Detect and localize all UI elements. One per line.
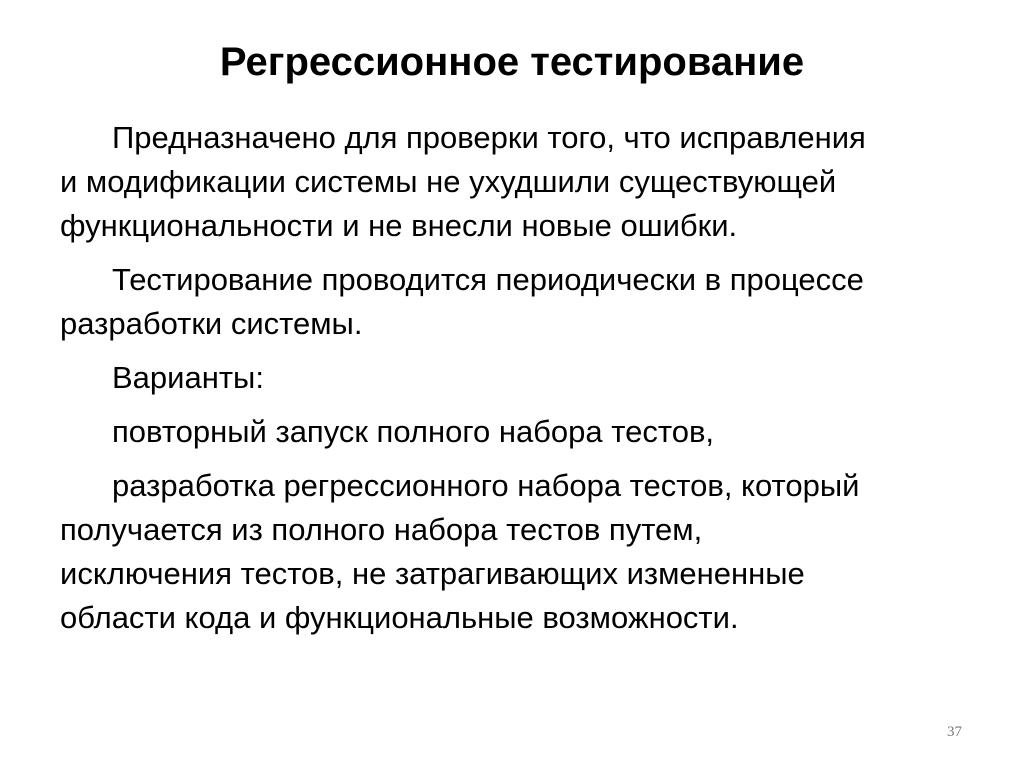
text-line: области кода и функциональные возможности. xyxy=(60,600,739,635)
text-line: функциональности и не внесли новые ошибки. xyxy=(60,208,738,243)
paragraph-periodicity xyxy=(60,258,980,346)
text-line: разработки системы. xyxy=(60,306,363,341)
paragraph-purpose xyxy=(60,116,980,248)
text-line: и модификации системы не ухудшили существующей xyxy=(60,164,837,199)
text-line: повторный запуск полного набора тестов, xyxy=(112,414,715,449)
text-line: Варианты: xyxy=(112,360,264,395)
text-line: исключения тестов, не затрагивающих измененные xyxy=(60,556,805,591)
text-line: Тестирование проводится периодически в процессе xyxy=(112,262,864,297)
slide-body xyxy=(60,116,980,650)
paragraph-variant-full-rerun xyxy=(60,410,980,454)
text-line: Предназначено для проверки того, что исправления xyxy=(112,120,866,155)
text-line: разработка регрессионного набора тестов, который xyxy=(112,468,860,503)
text-line: получается из полного набора тестов путем, xyxy=(60,512,703,547)
paragraph-variant-regression-set xyxy=(60,464,980,640)
paragraph-variants-heading xyxy=(60,356,980,400)
page-number: 37 xyxy=(947,724,962,740)
slide-title: Регрессионное тестирование xyxy=(219,40,805,84)
